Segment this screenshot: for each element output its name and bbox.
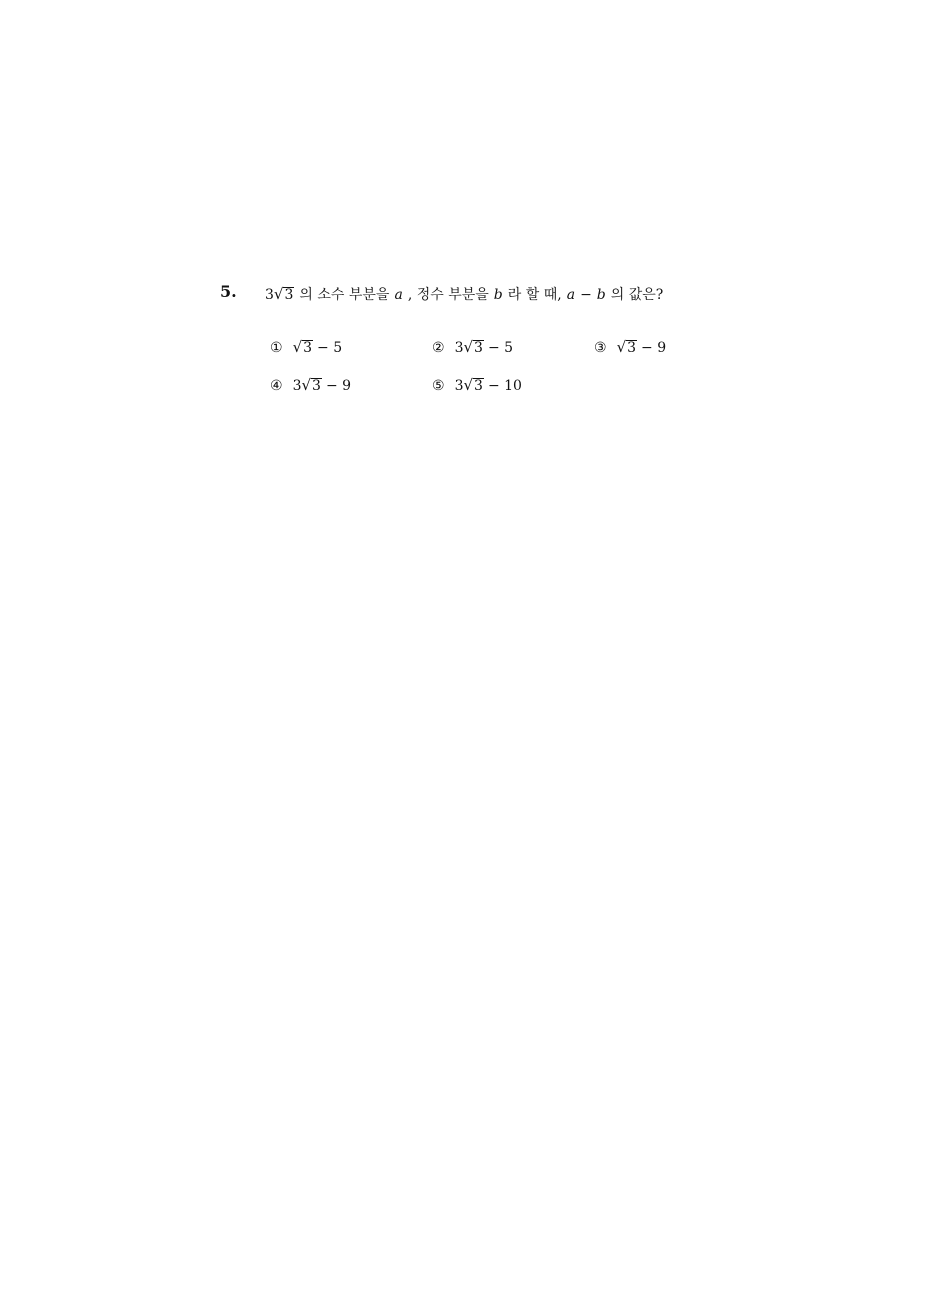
choice-coefficient: 3 xyxy=(454,340,464,356)
stem-variable-b: b xyxy=(493,287,503,303)
choice-coefficient: 3 xyxy=(454,378,464,394)
choice-tail: − 9 xyxy=(325,378,352,394)
choice-5[interactable] xyxy=(432,376,522,394)
choice-2[interactable] xyxy=(432,338,513,356)
stem-expression-a: a xyxy=(566,287,576,303)
choice-sqrt: √ 3 xyxy=(292,338,313,356)
choice-tail: − 9 xyxy=(641,340,667,356)
stem-radicand: 3 xyxy=(284,286,294,303)
choice-number: ④ xyxy=(270,378,283,394)
choice-tail: − 5 xyxy=(487,340,514,356)
stem-expression-b: b xyxy=(596,287,606,303)
choice-sqrt: √ 3 xyxy=(301,376,321,394)
choice-number: ⑤ xyxy=(432,378,445,394)
stem-variable-a: a xyxy=(394,287,403,303)
choice-number: ③ xyxy=(594,340,607,356)
stem-minus: − xyxy=(580,287,592,303)
question-number: 5. xyxy=(220,282,237,301)
choice-sqrt: √ 3 xyxy=(463,376,483,394)
choice-1[interactable] xyxy=(270,338,342,356)
stem-text-1: 의 소수 부분을 xyxy=(299,287,390,303)
choice-tail: − 5 xyxy=(317,340,343,356)
choice-number: ② xyxy=(432,340,445,356)
choice-number: ① xyxy=(270,340,283,356)
stem-text-4: 의 값은? xyxy=(610,287,664,303)
choice-4[interactable] xyxy=(270,376,351,394)
choice-3[interactable] xyxy=(594,338,666,356)
choice-coefficient: 3 xyxy=(292,378,302,394)
choice-sqrt: √ 3 xyxy=(616,338,637,356)
question-stem xyxy=(265,284,663,304)
choice-tail: − 10 xyxy=(487,378,522,394)
stem-sqrt: √ 3 xyxy=(273,285,294,303)
stem-coefficient: 3 xyxy=(265,287,274,303)
stem-text-2: , 정수 부분을 xyxy=(407,287,489,303)
choice-sqrt: √ 3 xyxy=(463,338,483,356)
stem-text-3: 라 할 때, xyxy=(507,287,562,303)
